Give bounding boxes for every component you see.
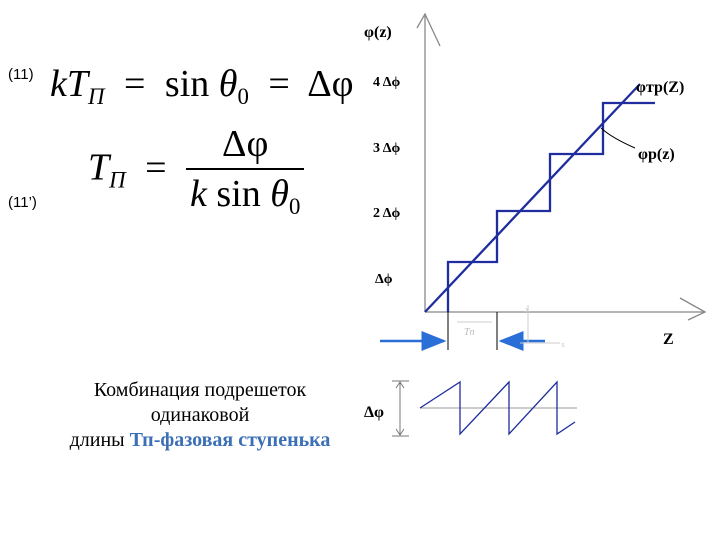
sawtooth-detail <box>364 381 577 436</box>
fraction: $\frac{\Delta\varphi}{k \sin \theta_0}$ <box>186 122 304 220</box>
caption-line-1: Комбинация подрешеток <box>93 379 307 401</box>
x-axis-arrow-icon <box>680 298 705 320</box>
staircase-phase-curve <box>448 103 655 312</box>
equation-11-prime: $T_П$ = $\frac{\Delta\varphi}{k \sin \theta_0}$ <box>88 122 304 220</box>
equation-11-label: (11) <box>8 66 34 83</box>
x-axis <box>425 298 705 320</box>
svg-text:x: x <box>561 340 565 349</box>
y-axis <box>417 14 440 312</box>
linear-phase-line <box>425 84 640 312</box>
y-tick-4: 4 Δϕ <box>373 75 401 90</box>
period-label: Tп <box>464 327 475 338</box>
y-tick-1: Δϕ <box>375 272 393 287</box>
y-axis-arrow-icon <box>417 14 440 46</box>
equation-11-prime-label: (11’) <box>8 194 37 211</box>
sawtooth-label: Δφ <box>364 404 385 421</box>
x-axis-label: Z <box>663 331 674 348</box>
y-tick-3: 3 Δϕ <box>373 141 401 156</box>
caption-line-2: одинаковой <box>150 404 250 426</box>
y-axis-label: φ(z) <box>364 24 392 41</box>
svg-text:x: x <box>525 305 529 314</box>
caption-line-3: длины Тп-фазовая ступенька <box>69 429 331 451</box>
y-tick-2: 2 Δϕ <box>373 206 401 221</box>
series-line-label: φр(z) <box>638 146 675 163</box>
caption-highlight: Тп-фазовая ступенька <box>129 429 331 451</box>
equation-11: $kT_П = \sin \theta_0 = \Delta\varphi$ <box>50 63 354 109</box>
series-step-label: φтр(Z) <box>636 79 685 96</box>
series-line-pointer <box>601 128 635 148</box>
